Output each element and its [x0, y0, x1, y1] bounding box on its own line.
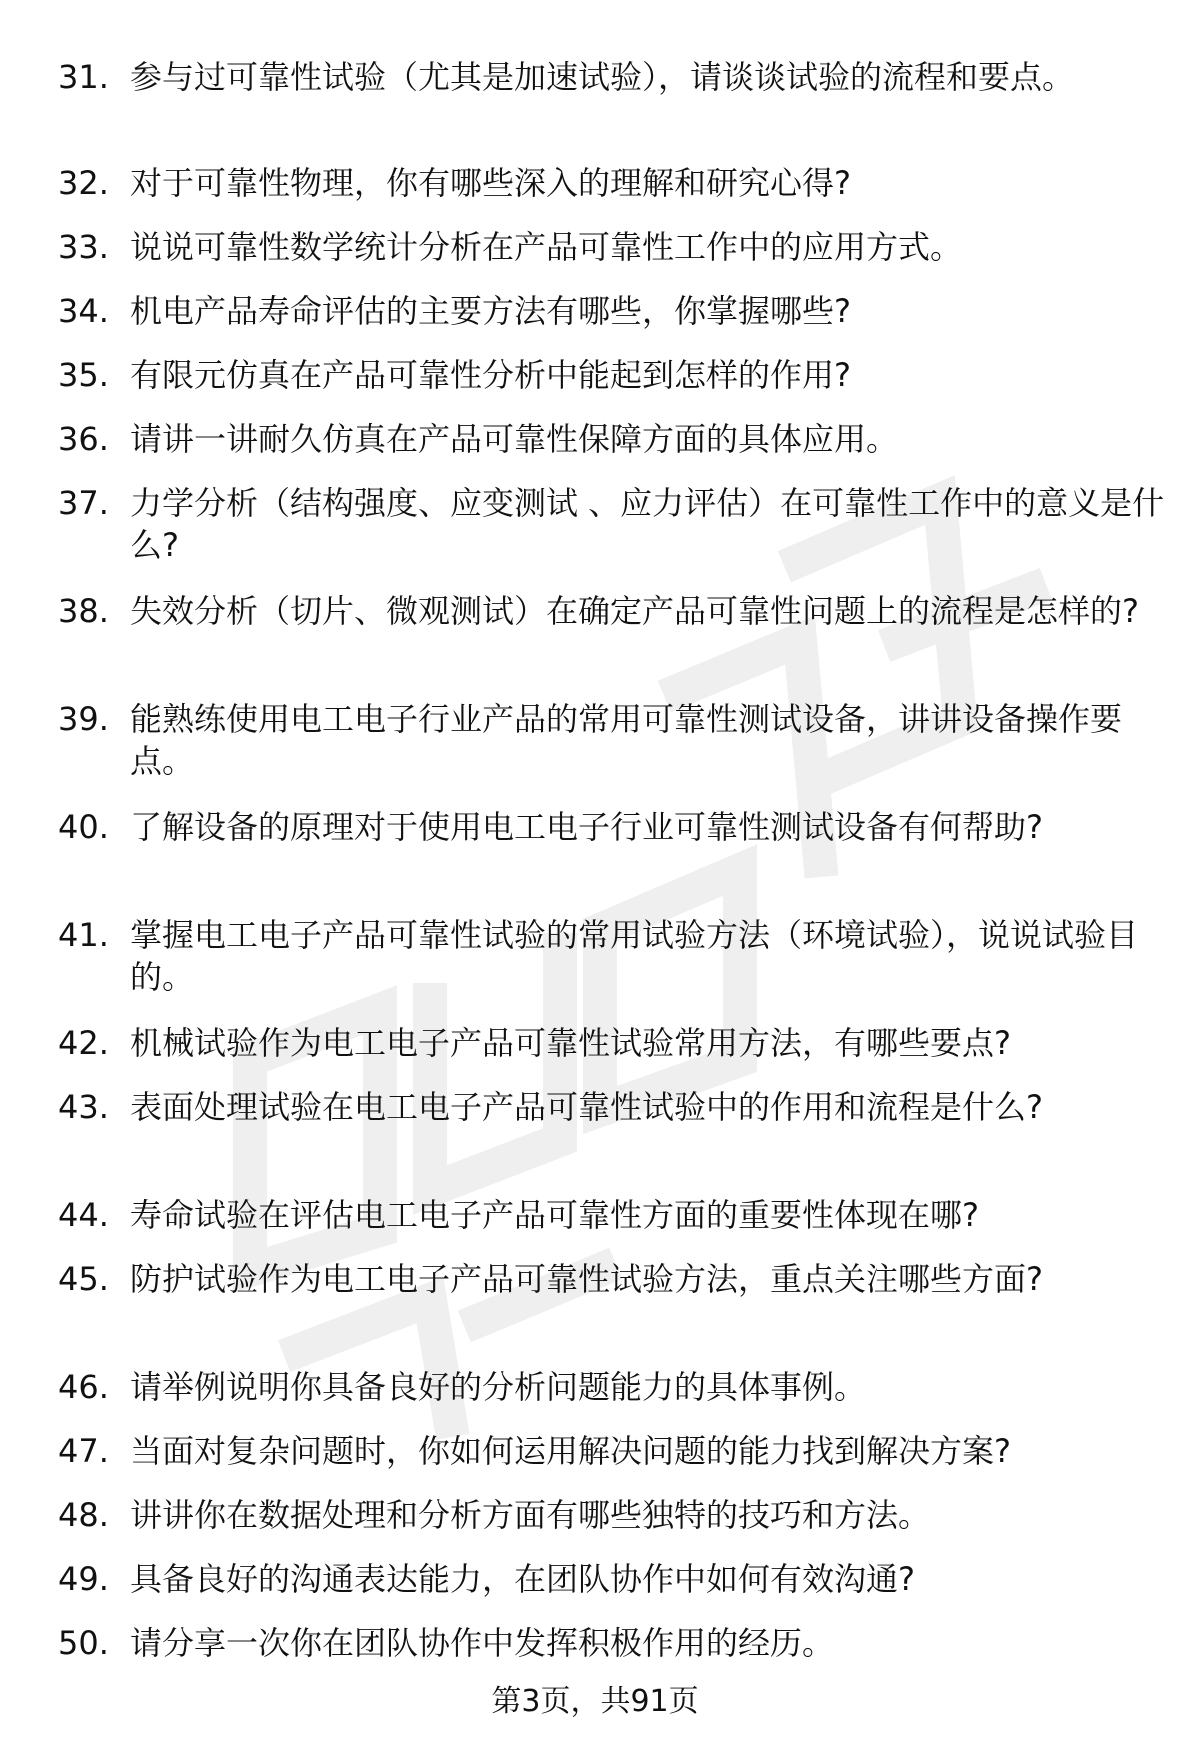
question-text: 能熟练使用电工电子行业产品的常用可靠性测试设备，讲讲设备操作要点。 [130, 700, 1123, 780]
question-number: 49. [58, 1560, 109, 1598]
question-number: 35. [58, 356, 109, 394]
question-text: 对于可靠性物理，你有哪些深入的理解和研究心得? [130, 164, 851, 202]
question-text: 寿命试验在评估电工电子产品可靠性方面的重要性体现在哪? [130, 1196, 979, 1234]
question-text: 失效分析（切片、微观测试）在确定产品可靠性问题上的流程是怎样的? [130, 592, 1139, 630]
question-number: 31. [58, 58, 109, 96]
question-number: 32. [58, 164, 109, 202]
question-number: 42. [58, 1024, 109, 1062]
question-text: 掌握电工电子产品可靠性试验的常用试验方法（环境试验），说说试验目的。 [130, 916, 1139, 996]
question-number: 39. [58, 700, 109, 738]
question-number: 43. [58, 1088, 109, 1126]
question-number: 46. [58, 1368, 109, 1406]
question-text: 机电产品寿命评估的主要方法有哪些，你掌握哪些? [130, 292, 851, 330]
question-text: 力学分析（结构强度、应变测试 、应力评估）在可靠性工作中的意义是什么? [130, 484, 1165, 564]
question-number: 45. [58, 1260, 109, 1298]
question-text: 请讲一讲耐久仿真在产品可靠性保障方面的具体应用。 [130, 420, 899, 458]
page-number: 第3页，共91页 [491, 1684, 699, 1719]
question-number: 50. [58, 1624, 109, 1662]
question-text: 表面处理试验在电工电子产品可靠性试验中的作用和流程是什么? [130, 1088, 1043, 1126]
question-number: 44. [58, 1196, 109, 1234]
question-number: 37. [58, 484, 109, 522]
question-text: 了解设备的原理对于使用电工电子行业可靠性测试设备有何帮助? [130, 808, 1043, 846]
question-number: 47. [58, 1432, 109, 1470]
question-text: 当面对复杂问题时，你如何运用解决问题的能力找到解决方案? [130, 1432, 1011, 1470]
question-number: 48. [58, 1496, 109, 1534]
question-text: 讲讲你在数据处理和分析方面有哪些独特的技巧和方法。 [130, 1496, 931, 1534]
question-text: 具备良好的沟通表达能力，在团队协作中如何有效沟通? [130, 1560, 915, 1598]
question-text: 有限元仿真在产品可靠性分析中能起到怎样的作用? [130, 356, 851, 394]
question-text: 请举例说明你具备良好的分析问题能力的具体事例。 [130, 1368, 867, 1406]
question-text: 防护试验作为电工电子产品可靠性试验方法，重点关注哪些方面? [130, 1260, 1043, 1298]
question-text: 机械试验作为电工电子产品可靠性试验常用方法，有哪些要点? [130, 1024, 1011, 1062]
question-text: 说说可靠性数学统计分析在产品可靠性工作中的应用方式。 [130, 228, 963, 266]
question-number: 36. [58, 420, 109, 458]
question-number: 40. [58, 808, 109, 846]
question-number: 33. [58, 228, 109, 266]
question-text: 参与过可靠性试验（尤其是加速试验），请谈谈试验的流程和要点。 [130, 58, 1075, 96]
page-footer [0, 1682, 1190, 1722]
question-number: 38. [58, 592, 109, 630]
question-number: 41. [58, 916, 109, 954]
question-number: 34. [58, 292, 109, 330]
question-text: 请分享一次你在团队协作中发挥积极作用的经历。 [130, 1624, 835, 1662]
